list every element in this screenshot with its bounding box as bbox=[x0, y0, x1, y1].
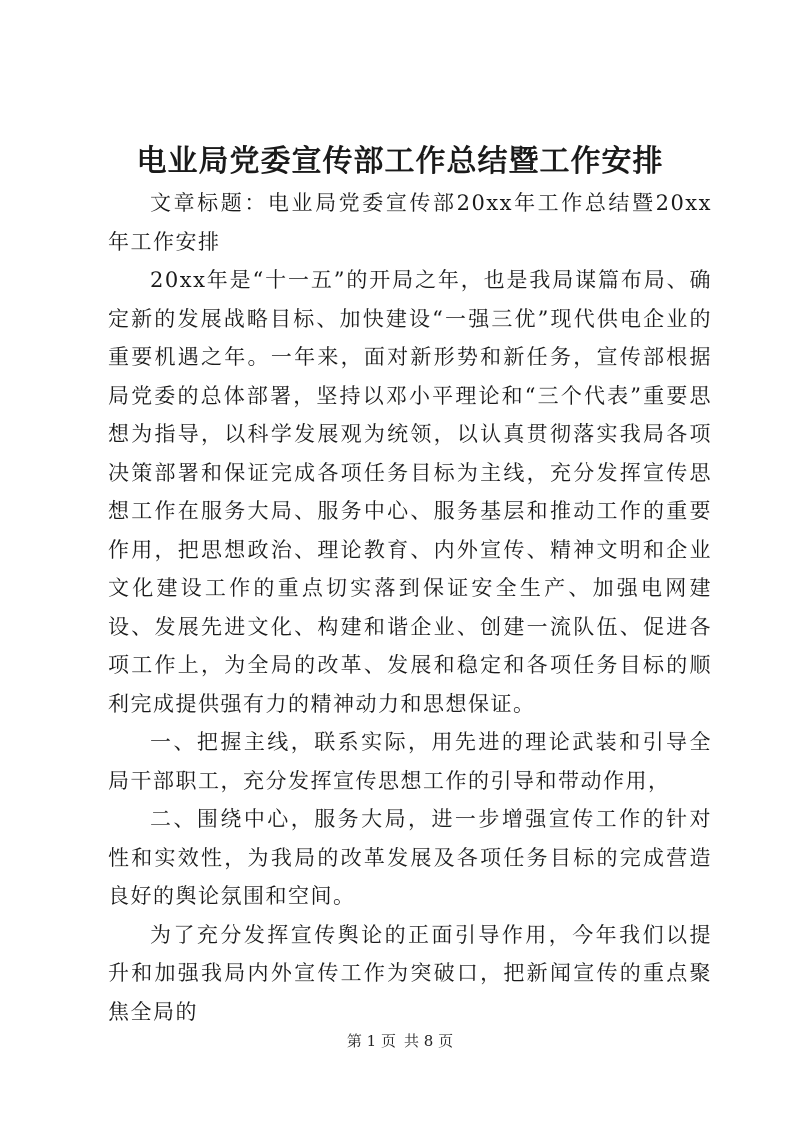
paragraph-article-title: 文章标题：电业局党委宣传部20xx年工作总结暨20xx年工作安排 bbox=[108, 191, 712, 254]
page-total: 共 8 页 bbox=[404, 1032, 454, 1050]
paragraph-intro: 20xx年是“十一五”的开局之年，也是我局谋篇布局、确定新的发展战略目标、加快建设“一强三优”现代供电企业的重要机遇之年。一年来，面对新形势和新任务，宣传部根据局党委的总体部署，坚持以邓小平理论和“三个代表”重要思想为指导，以科学发展观为统领，以认真贯彻落实我局各项决策部署和保证完成各项任务目标为主线，充分发挥宣传思想工作在服务大局、服务中心、服务基层和推动工作的重要作用，把思想政治、理论教育、内外宣传、精神文明和企业文化建设工作的重点切实落到保证安全生产、加强电网建设、发展先进文化、构建和谐企业、创建一流队伍、促进各项工作上，为全局的改革、发展和稳定和各项任务目标的顺利完成提供强有力的精神动力和思想保证。 bbox=[108, 268, 712, 716]
document-body bbox=[108, 184, 712, 1031]
paragraph-section-two: 二、围绕中心，服务大局，进一步增强宣传工作的针对性和实效性，为我局的改革发展及各项任务目标的完成营造良好的舆论氛围和空间。 bbox=[108, 807, 712, 908]
paragraph-section-one: 一、把握主线，联系实际，用先进的理论武装和引导全局干部职工，充分发挥宣传思想工作的引导和带动作用， bbox=[108, 730, 712, 793]
document-title: 电业局党委宣传部工作总结暨工作安排 bbox=[136, 144, 664, 179]
paragraph-publicity: 为了充分发挥宣传舆论的正面引导作用，今年我们以提升和加强我局内外宣传工作为突破口，把新闻宣传的重点聚焦全局的 bbox=[108, 922, 712, 1024]
page-number: 第 1 页 bbox=[346, 1032, 396, 1050]
page-footer bbox=[0, 1030, 800, 1052]
